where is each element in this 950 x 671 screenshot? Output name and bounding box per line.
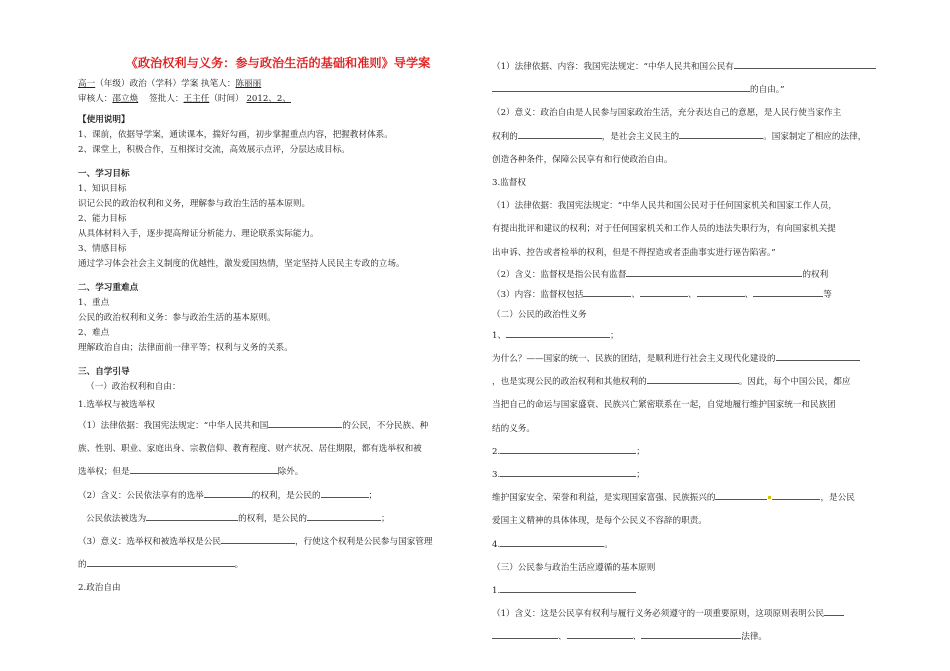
fill-blank[interactable] bbox=[824, 606, 844, 616]
defend-text: 爱国主义精神的具体体现，是每个公民义不容辞的职责。 bbox=[492, 516, 707, 527]
fill-blank[interactable] bbox=[715, 490, 767, 500]
key-text: 公民的政治权利和义务：参与政治生活的基本原则。 bbox=[78, 313, 276, 323]
fill-blank[interactable] bbox=[776, 351, 860, 361]
fill-blank[interactable] bbox=[583, 287, 631, 297]
duty-reason: 结的义务。 bbox=[492, 423, 535, 434]
usage-item: 1、课前，依据导学案，通读课本，揣好勾画，初步掌握重点内容，把握教材体系。 bbox=[78, 130, 393, 140]
vote-basis bbox=[78, 415, 478, 438]
approver-label: 签批人： bbox=[149, 94, 184, 104]
text: 4. bbox=[492, 539, 501, 550]
marker-dot bbox=[768, 496, 771, 499]
text: 的自由。” bbox=[750, 85, 785, 96]
fill-blank[interactable] bbox=[221, 534, 295, 544]
text: 除外。 bbox=[277, 467, 304, 478]
text: 。因此，每个中国公民，都应 bbox=[738, 377, 851, 388]
freedom-significance: 创造各种条件，保障公民享有和行使政治自由。 bbox=[492, 154, 673, 165]
text: （3）意义：选举权和被选举权是公民 bbox=[78, 537, 221, 548]
freedom-title: 2.政治自由 bbox=[78, 583, 121, 594]
text: ，是社会主义民主的 bbox=[601, 131, 680, 142]
text: 、 bbox=[631, 289, 641, 300]
text: ； bbox=[380, 513, 390, 524]
fill-blank[interactable] bbox=[87, 557, 235, 567]
text: 2. bbox=[492, 446, 501, 457]
fill-blank[interactable] bbox=[518, 129, 602, 139]
usage-item: 2、课堂上，积极合作，互相探讨交流，高效展示点评，分层达成目标。 bbox=[78, 145, 350, 155]
text: 的 bbox=[78, 560, 87, 571]
duty-item bbox=[492, 441, 882, 464]
section-title: （一）政治权利和自由： bbox=[86, 382, 181, 392]
text: （1）法律依据：我国宪法规定：“中华人民共和国 bbox=[78, 421, 269, 431]
fill-blank[interactable] bbox=[500, 467, 636, 477]
fill-blank[interactable] bbox=[679, 129, 763, 139]
fill-blank[interactable] bbox=[647, 374, 739, 384]
supervision-title: 3.监督权 bbox=[492, 178, 526, 189]
text: （2）含义：公民依法享有的选举 bbox=[78, 490, 204, 501]
fill-blank[interactable] bbox=[734, 59, 876, 69]
goal-text: 识记公民的政治权利和义务，理解参与政治生活的基本原则。 bbox=[78, 199, 311, 209]
goal-title: 3、情感目标 bbox=[78, 244, 127, 254]
text: 公民依法被选为 bbox=[86, 513, 147, 524]
date: 2012、2、 bbox=[246, 94, 291, 104]
text: ，也是实现公民的政治权利和其他权利的 bbox=[492, 377, 647, 388]
text: ，是公民 bbox=[820, 493, 855, 504]
meta-line-2 bbox=[78, 92, 478, 107]
text: 。 bbox=[604, 539, 613, 550]
fill-blank[interactable] bbox=[626, 267, 802, 277]
text: （3）内容：监督权包括 bbox=[492, 289, 584, 300]
vote-meaning bbox=[78, 508, 478, 531]
fill-blank[interactable] bbox=[641, 629, 741, 639]
meta-subject: （年级）政治（学科）学案 执笔人： bbox=[95, 79, 236, 89]
text: 、 bbox=[744, 289, 754, 300]
supervision-basis: （1）法律依据：我国宪法规定：“中华人民共和国公民对于任何国家机关和国家工作人员， bbox=[492, 201, 838, 212]
key-text: 理解政治自由；法律面前一律平等；权利与义务的关系。 bbox=[78, 343, 293, 353]
fill-blank[interactable] bbox=[492, 629, 558, 639]
author: 陈丽丽 bbox=[235, 79, 262, 89]
text: 维护国家安全、荣誉和利益，是实现国家富强、民族振兴的 bbox=[492, 493, 716, 504]
fill-blank[interactable] bbox=[753, 287, 823, 297]
text: 为什么？——国家的统一、民族的团结，是顺利进行社会主义现代化建设的 bbox=[492, 354, 776, 365]
text: 的权利 bbox=[802, 269, 829, 280]
goal-title: 1、知识目标 bbox=[78, 184, 127, 194]
vote-basis-line: 族、性别、职业、家庭出身、宗教信仰、教育程度、财产状况、居住期限，都有选举权和被 bbox=[78, 444, 422, 455]
fill-blank[interactable] bbox=[492, 82, 750, 92]
text: 、 bbox=[632, 632, 642, 643]
fill-blank[interactable] bbox=[146, 511, 238, 521]
principle-meaning bbox=[492, 626, 882, 649]
vote-significance bbox=[78, 531, 478, 554]
grade: 高一 bbox=[78, 79, 96, 89]
vote-meaning bbox=[78, 485, 478, 508]
fill-blank[interactable] bbox=[500, 583, 636, 593]
text: 。 bbox=[234, 560, 244, 571]
text: 法律。 bbox=[741, 632, 768, 643]
goal-text: 从具体材料入手，逐步提高辩证分析能力、理论联系实际能力。 bbox=[78, 229, 319, 239]
approver: 王主任 bbox=[183, 94, 210, 104]
fill-blank[interactable] bbox=[321, 488, 369, 498]
principle-meaning bbox=[492, 603, 882, 626]
freedom-significance: （2）意义：政治自由是人民参与国家政治生活，充分表达自己的意愿，是人民行使当家作主 bbox=[492, 108, 842, 119]
text: 等 bbox=[823, 289, 832, 300]
reviewer: 邵立焕 bbox=[112, 94, 139, 104]
fill-blank[interactable] bbox=[268, 418, 342, 428]
defend-text bbox=[492, 487, 882, 510]
fill-blank[interactable] bbox=[640, 287, 688, 297]
goals-heading: 一、学习目标 bbox=[78, 169, 130, 179]
supervision-content bbox=[492, 285, 882, 305]
fill-blank[interactable] bbox=[500, 537, 604, 547]
key-title: 2、难点 bbox=[78, 328, 110, 338]
text: 。国家制定了相应的法律， bbox=[763, 131, 867, 142]
freedom-basis bbox=[492, 79, 882, 102]
text: 3. bbox=[492, 470, 501, 481]
text: 、 bbox=[558, 632, 567, 643]
text: 的权利，是公民的 bbox=[251, 490, 321, 501]
text: ； bbox=[610, 330, 619, 341]
text: ； bbox=[636, 446, 645, 457]
vote-basis-line bbox=[78, 461, 478, 484]
self-heading: 三、自学引导 bbox=[78, 367, 130, 377]
fill-blank[interactable] bbox=[772, 490, 820, 500]
duty-item bbox=[492, 464, 882, 487]
text: 1. bbox=[492, 586, 501, 597]
text: 权利的 bbox=[492, 131, 518, 142]
vote-title: 1.选举权与被选举权 bbox=[78, 400, 155, 410]
time-label: （时间） bbox=[209, 94, 244, 104]
text: 的公民，不分民族、种 bbox=[342, 421, 429, 431]
fill-blank[interactable] bbox=[506, 328, 610, 338]
key-title: 1、重点 bbox=[78, 298, 110, 308]
text: 1、 bbox=[492, 330, 507, 341]
supervision-basis: 出申诉、控告或者检举的权利，但是不得捏造或者歪曲事实进行诬告陷害。” bbox=[492, 247, 776, 258]
left-column bbox=[78, 54, 478, 601]
text: 的权利，是公民的 bbox=[238, 513, 307, 524]
text: ； bbox=[368, 490, 378, 501]
fill-blank[interactable] bbox=[567, 629, 633, 639]
freedom-basis bbox=[492, 56, 882, 79]
principle-title: （三）公民参与政治生活应遵循的基本原则 bbox=[492, 562, 656, 573]
goal-text: 通过学习体会社会主义制度的优越性，激发爱国热情，坚定坚持人民民主专政的立场。 bbox=[78, 259, 405, 269]
supervision-basis: 有提出批评和建议的权利；对于任何国家机关和工作人员的违法失职行为，有向国家机关提 bbox=[492, 224, 836, 235]
duty-item bbox=[492, 534, 882, 557]
right-column bbox=[492, 56, 882, 650]
fill-blank[interactable] bbox=[204, 488, 252, 498]
goal-title: 2、能力目标 bbox=[78, 214, 127, 224]
duty-reason bbox=[492, 348, 882, 371]
text: ； bbox=[636, 470, 645, 481]
duty-title: （二）公民的政治性义务 bbox=[492, 309, 587, 320]
supervision-meaning bbox=[492, 265, 882, 285]
text: ，行使这个权利是公民参与国家管理 bbox=[294, 537, 433, 548]
vote-significance bbox=[78, 554, 478, 577]
text: 选举权；但是 bbox=[78, 467, 130, 478]
keys-heading: 二、学习重难点 bbox=[78, 283, 139, 293]
duty-item bbox=[492, 325, 882, 348]
fill-blank[interactable] bbox=[130, 464, 278, 474]
text: （2）含义：监督权是指公民有监督 bbox=[492, 269, 627, 280]
document-title: 《政治权利与义务：参与政治生活的基础和准则》导学案 bbox=[125, 56, 431, 70]
text: （1）含义：这是公民享有权利与履行义务必须遵守的一项重要原则，这项原则表明公民 bbox=[492, 609, 825, 620]
fill-blank[interactable] bbox=[697, 287, 745, 297]
meta-line-1 bbox=[78, 77, 478, 92]
duty-reason: 当把自己的命运与国家盛衰、民族兴亡紧密联系在一起，自觉地履行维护国家统一和民族团 bbox=[492, 400, 836, 411]
usage-heading: 【使用说明】 bbox=[78, 115, 130, 125]
duty-reason bbox=[492, 371, 882, 394]
text: （1）法律依据、内容：我国宪法规定：“中华人民共和国公民有 bbox=[492, 62, 734, 72]
reviewer-label: 审核人： bbox=[78, 94, 113, 104]
principle-item bbox=[492, 580, 882, 603]
fill-blank[interactable] bbox=[307, 511, 381, 521]
freedom-significance bbox=[492, 126, 882, 149]
fill-blank[interactable] bbox=[500, 444, 636, 454]
text: 、 bbox=[688, 289, 697, 300]
